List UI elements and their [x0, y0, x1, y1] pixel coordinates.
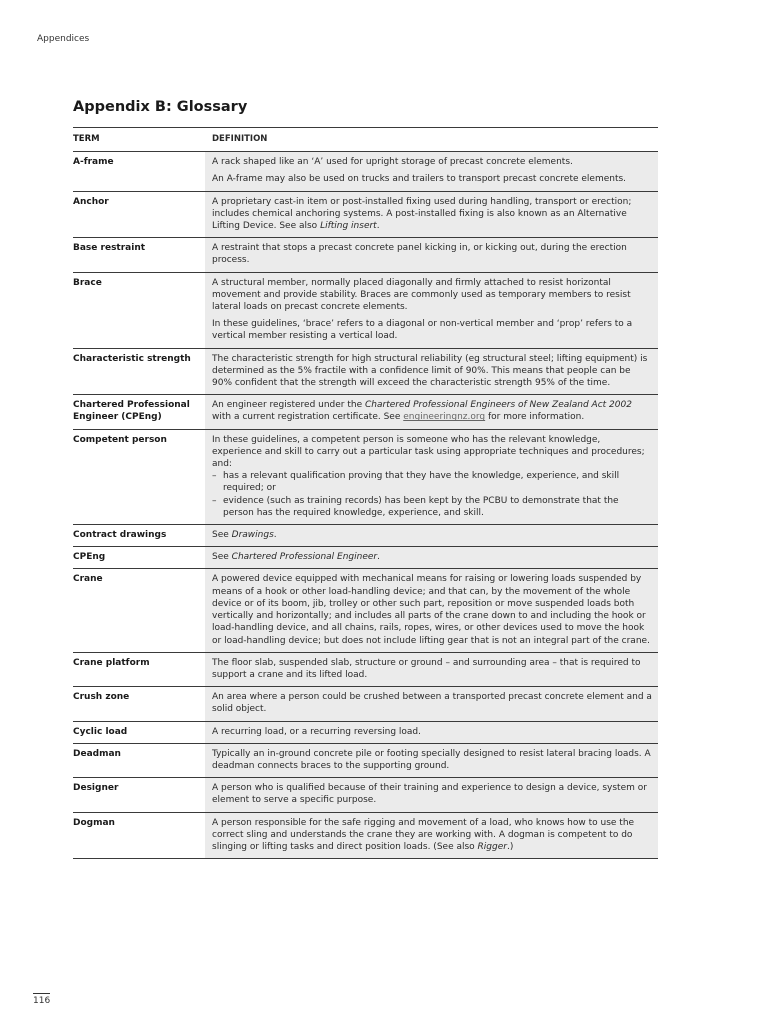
definition-text: .	[376, 221, 380, 232]
glossary-row	[73, 813, 658, 860]
glossary-row	[73, 778, 658, 812]
definition-text: An engineer registered under the	[212, 400, 365, 411]
glossary-row	[73, 744, 658, 778]
definition-paragraph	[212, 817, 652, 854]
page-number: 116	[33, 993, 50, 1006]
definition-paragraph	[212, 748, 652, 772]
definition-text: .	[273, 530, 277, 541]
glossary-row	[73, 687, 658, 721]
glossary-term: Cyclic load	[73, 726, 128, 737]
glossary-row	[73, 238, 658, 272]
definition-paragraph	[212, 529, 652, 541]
glossary-term: Crane	[73, 574, 103, 585]
definition-paragraph	[212, 353, 652, 390]
definition-paragraph	[212, 434, 652, 471]
glossary-definition	[205, 152, 658, 190]
glossary-definition	[205, 238, 658, 271]
bullet-list	[212, 470, 652, 519]
definition-text: A person responsible for the safe rigging and movement of a load, who knows how to use the correct sling and understands the crane they are working with. A dogman is competent to do slinging or lifting tasks and direct position loads. (See also	[212, 817, 635, 852]
definition-paragraph	[212, 399, 652, 423]
glossary-row	[73, 349, 658, 396]
definition-paragraph	[212, 156, 652, 168]
glossary-definition	[205, 525, 658, 546]
definition-text: The characteristic strength for high structural reliability (eg structural steel; lifting equipment) is determined as the 5% fractile with a confidence limit of 90%. This means that people can be 90% confident that the strength will exceed the characteristic strength 95% of the time.	[212, 353, 648, 389]
italic-reference: Drawings	[231, 530, 274, 541]
glossary-term: Crush zone	[73, 692, 130, 703]
italic-reference: Lifting insert	[320, 221, 377, 232]
glossary-definition	[205, 778, 658, 811]
definition-paragraph	[212, 551, 652, 563]
glossary-table	[73, 127, 658, 859]
glossary-definition	[205, 687, 658, 720]
definition-text: Typically an in-ground concrete pile or footing specially designed to resist lateral bracing loads. A deadman connects braces to the supporting ground.	[212, 748, 651, 771]
italic-reference: Chartered Professional Engineer	[231, 552, 378, 563]
glossary-row	[73, 192, 658, 239]
glossary-definition	[205, 569, 658, 651]
glossary-term: CPEng	[73, 552, 106, 563]
glossary-term: Deadman	[73, 748, 121, 759]
glossary-term: Base restraint	[73, 243, 146, 254]
definition-paragraph	[212, 173, 652, 185]
glossary-term: Contract drawings	[73, 530, 167, 541]
glossary-row	[73, 273, 658, 349]
bullet-item: – has a relevant qualification proving that they have the knowledge, experience, and skill required; or	[212, 470, 652, 494]
definition-paragraph	[212, 277, 652, 314]
bullet-item: – evidence (such as training records) has been kept by the PCBU to demonstrate that the person has the required knowledge, experience, and skill.	[212, 495, 652, 519]
glossary-definition	[205, 653, 658, 686]
term-column-header: TERM	[73, 134, 100, 144]
definition-paragraph	[212, 318, 652, 342]
glossary-definition	[205, 722, 658, 743]
running-header: Appendices	[37, 34, 90, 44]
glossary-row	[73, 569, 658, 652]
glossary-header-row	[73, 128, 658, 152]
glossary-definition	[205, 395, 658, 428]
glossary-definition	[205, 273, 658, 348]
definition-text: See	[212, 552, 232, 563]
glossary-row	[73, 395, 658, 429]
glossary-term: Brace	[73, 277, 102, 288]
definition-column-header: DEFINITION	[212, 134, 268, 144]
glossary-definition	[205, 547, 658, 568]
definition-text: A powered device equipped with mechanical means for raising or lowering loads suspended by means of a hook or other load-handling device; and that can, by the movement of the whole device or of its boom, jib, trolley or other such part, reposition or move suspended loads both vertically and horizontally; and includes all parts of the crane down to and including the hook or load-handling device, and all chains, rails, ropes, wires, or other devices used to move the hook or load-handling device; but does not include lifting gear that is not an integral part of the crane.	[212, 574, 650, 646]
glossary-row	[73, 430, 658, 525]
glossary-term: Designer	[73, 783, 119, 794]
glossary-term: Crane platform	[73, 657, 150, 668]
definition-text: with a current registration certificate. See	[212, 412, 404, 423]
glossary-definition	[205, 744, 658, 777]
glossary-definition	[205, 349, 658, 395]
italic-reference: Rigger	[477, 841, 507, 852]
definition-text: A rack shaped like an ‘A’ used for upright storage of precast concrete elements.	[212, 157, 573, 168]
definition-paragraph	[212, 196, 652, 233]
glossary-row	[73, 722, 658, 744]
definition-text: A recurring load, or a recurring reversing load.	[212, 726, 422, 737]
definition-text: .	[377, 552, 380, 563]
definition-text: In these guidelines, ‘brace’ refers to a diagonal or non-vertical member and ‘prop’ refers to a vertical member resisting a vertical load.	[212, 319, 633, 342]
glossary-body	[73, 152, 658, 859]
glossary-term: Competent person	[73, 434, 167, 445]
glossary-term: Anchor	[73, 196, 109, 207]
glossary-row	[73, 653, 658, 687]
definition-paragraph	[212, 657, 652, 681]
italic-reference: Chartered Professional Engineers of New Zealand Act 2002	[365, 400, 632, 411]
glossary-term: Dogman	[73, 817, 115, 828]
glossary-row	[73, 547, 658, 569]
glossary-definition	[205, 430, 658, 524]
definition-text: An area where a person could be crushed between a transported precast concrete element and a solid object.	[212, 692, 652, 715]
glossary-row	[73, 525, 658, 547]
definition-text: for more information.	[485, 412, 585, 423]
definition-text: A proprietary cast-in item or post-installed fixing used during handling, transport or erection; includes chemical anchoring systems. A post-installed fixing is also known as an Alternative Lifting Device. See also	[212, 196, 632, 232]
definition-text: A person who is qualified because of their training and experience to design a device, system or element to serve a specific purpose.	[212, 783, 647, 806]
definition-text: See	[212, 530, 232, 541]
definition-paragraph	[212, 573, 652, 646]
glossary-definition	[205, 813, 658, 859]
definition-text: A structural member, normally placed diagonally and firmly attached to resist horizontal movement and provide stability. Braces are commonly used as temporary members to resist lateral loads on precast concrete elements.	[212, 277, 631, 313]
definition-text: The floor slab, suspended slab, structure or ground – and surrounding area – that is required to support a crane and its lifted load.	[212, 657, 641, 680]
definition-text: An A-frame may also be used on trucks and trailers to transport precast concrete elements.	[212, 174, 627, 185]
glossary-row	[73, 152, 658, 191]
glossary-definition	[205, 192, 658, 238]
definition-paragraph	[212, 726, 652, 738]
glossary-term: Chartered Professional Engineer (CPEng)	[73, 400, 190, 423]
page-title: Appendix B: Glossary	[73, 99, 248, 115]
website-link[interactable]: engineeringnz.org	[403, 412, 486, 423]
definition-text: In these guidelines, a competent person is someone who has the relevant knowledge, experience and skill to carry out a particular task using appropriate techniques and procedures; and:	[212, 434, 645, 470]
definition-text: A restraint that stops a precast concrete panel kicking in, or kicking out, during the erection process.	[212, 243, 627, 266]
definition-paragraph	[212, 242, 652, 266]
definition-paragraph	[212, 691, 652, 715]
glossary-term: A-frame	[73, 157, 114, 168]
definition-paragraph	[212, 782, 652, 806]
glossary-term: Characteristic strength	[73, 353, 191, 364]
definition-text: .)	[506, 841, 514, 852]
